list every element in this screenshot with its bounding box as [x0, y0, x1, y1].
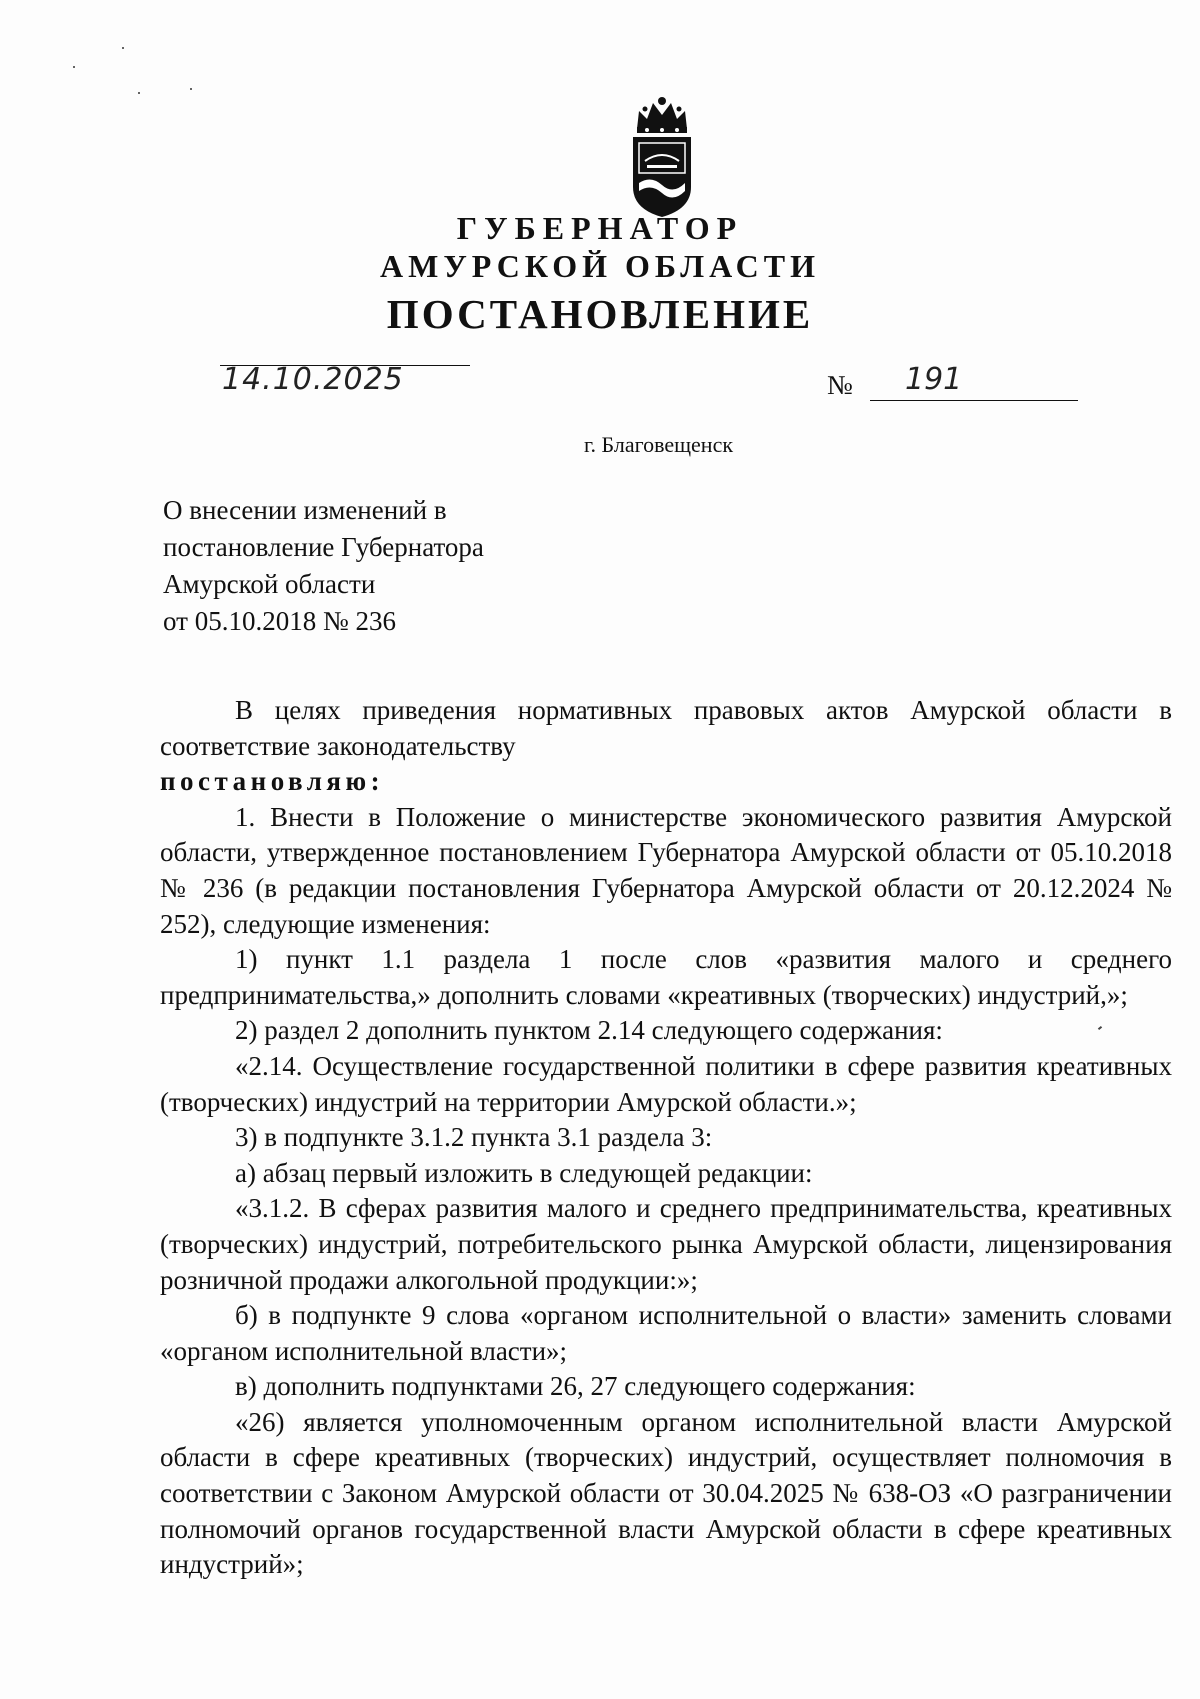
- number-underline: [870, 400, 1078, 401]
- subject-line: от 05.10.2018 № 236: [163, 606, 396, 636]
- paragraph-quote-2-14: «2.14. Осуществление государственной политики в сфере развития креативных (творческих) индустрий на территории Амурской области.»;: [160, 1050, 1172, 1117]
- document-date: 14.10.2025: [222, 362, 404, 397]
- scan-speck: [122, 47, 124, 49]
- paragraph-quote-3-1-2: «3.1.2. В сферах развития малого и среднего предпринимательства, креативных (творческих) индустрий, потребительского рынка Амурской области, лицензирования розничной продажи алкогольной продукции:»;: [160, 1193, 1172, 1295]
- coat-of-arms-icon: [627, 95, 697, 218]
- subject-line: О внесении изменений в: [163, 495, 447, 525]
- paragraph-subitem-3a: а) абзац первый изложить в следующей редакции:: [235, 1157, 813, 1188]
- document-type-title: ПОСТАНОВЛЕНИЕ: [386, 291, 814, 337]
- scan-speck: [190, 88, 192, 90]
- document-number: 191: [905, 362, 963, 397]
- paragraph-subitem-2: 2) раздел 2 дополнить пунктом 2.14 следующего содержания:: [235, 1015, 943, 1046]
- region-title: АМУРСКОЙ ОБЛАСТИ: [380, 248, 820, 284]
- subject-line: Амурской области: [163, 569, 376, 599]
- document-body: [160, 693, 1172, 1583]
- paragraph-item-1: 1. Внести в Положение о министерстве экономического развития Амурской области, утвержденное постановлением Губернатора Амурской области от 05.10.2018 № 236 (в редакции постановления Губернатора Амурской области от 20.12.2024 № 252), следующие изменения:: [160, 801, 1172, 939]
- paragraph-subitem-3: 3) в подпункте 3.1.2 пункта 3.1 раздела 3:: [235, 1122, 713, 1153]
- paragraph-quote-26: «26) является уполномоченным органом исполнительной власти Амурской области в сфере креативных (творческих) индустрий, осуществляет полномочия в соответствии с Законом Амурской области от 30.04.2025 № 638-ОЗ «О разграничении полномочий органов государственной власти Амурской области в сфере креативных индустрий»;: [160, 1406, 1172, 1580]
- scan-speck: [138, 92, 140, 94]
- decree-word: постановляю:: [160, 766, 385, 797]
- subject-line: постановление Губернатора: [163, 532, 484, 562]
- paragraph-subitem-1: 1) пункт 1.1 раздела 1 после слов «развития малого и среднего предпринимательства,» дополнить словами «креативных (творческих) индустрий,»;: [160, 944, 1172, 1010]
- scan-speck: [73, 66, 75, 68]
- city-name: г. Благовещенск: [583, 432, 734, 457]
- paragraph-subitem-3b: б) в подпункте 9 слова «органом исполнительной о власти» заменить словами «органом исполнительной власти»;: [160, 1300, 1172, 1366]
- preamble-paragraph: В целях приведения нормативных правовых актов Амурской области в соответствие законодательству: [160, 695, 1172, 761]
- authority-title: ГУБЕРНАТОР: [456, 210, 744, 246]
- paragraph-subitem-3c: в) дополнить подпунктами 26, 27 следующего содержания:: [235, 1371, 916, 1402]
- document-subject: [163, 492, 484, 640]
- number-sign: №: [827, 370, 853, 400]
